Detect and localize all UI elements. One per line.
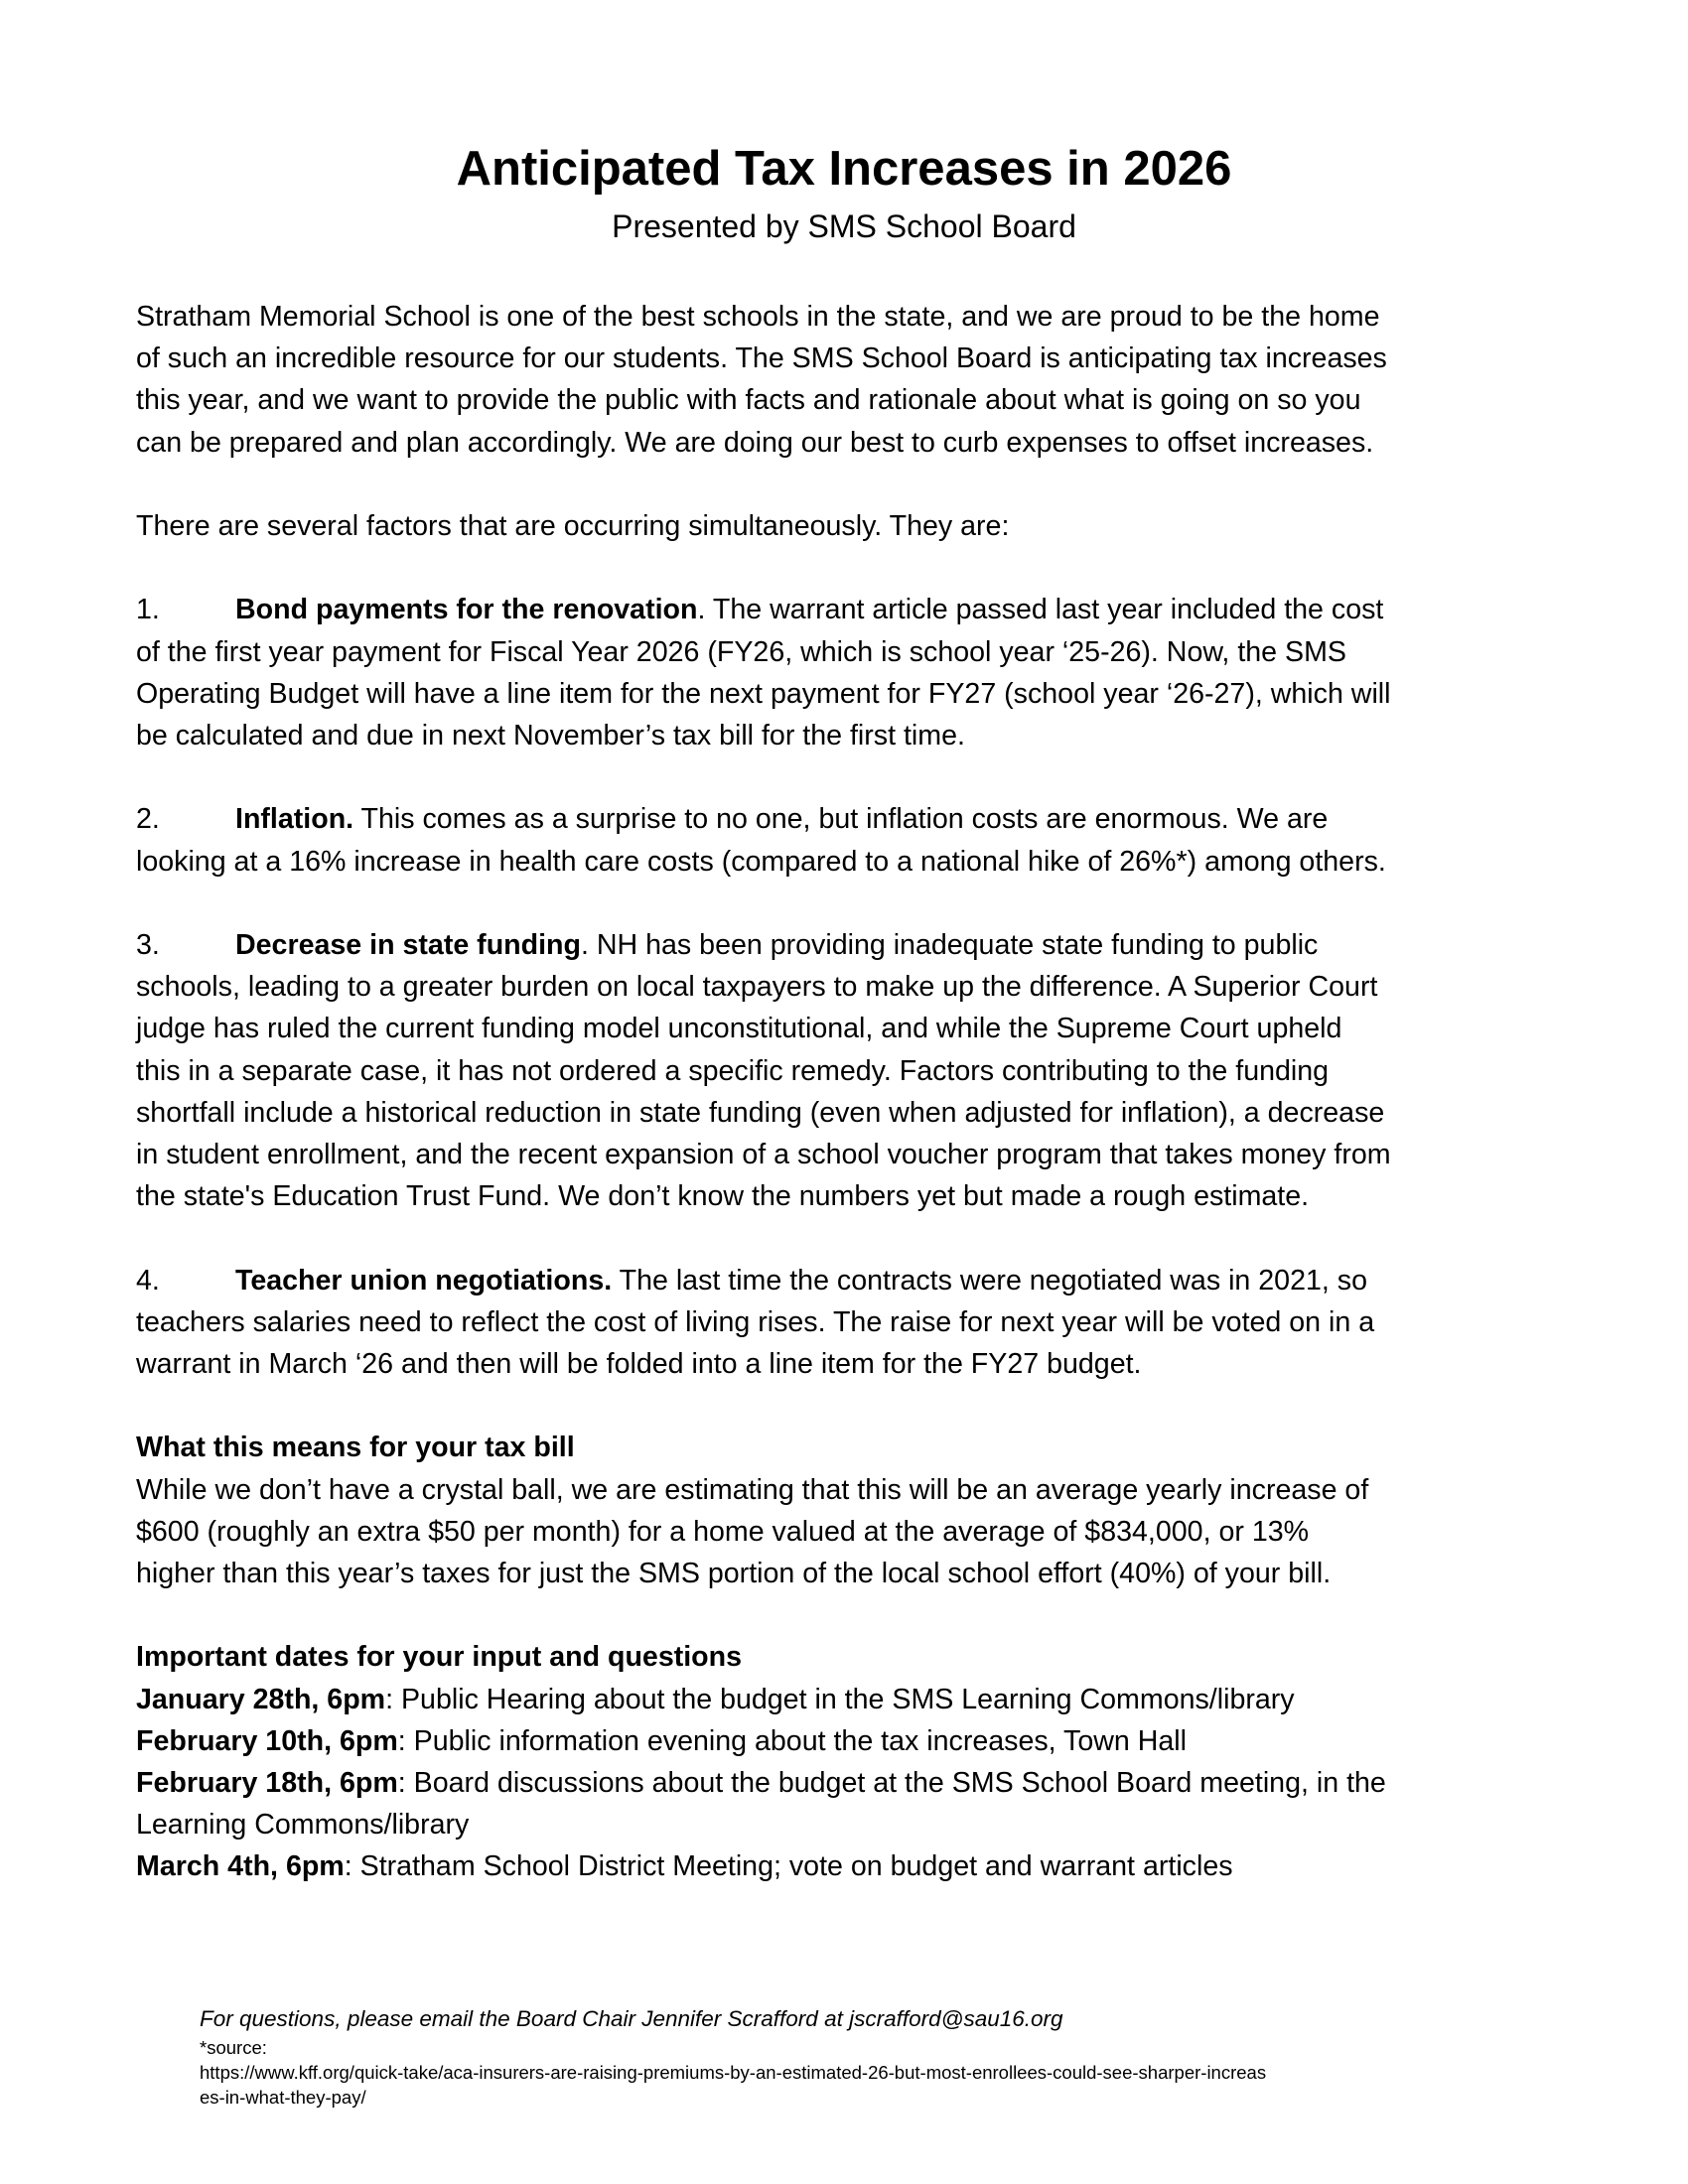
factor-line: shortfall include a historical reduction in state funding (even when adjusted for inflation), a decrease (136, 1096, 1385, 1129)
factor-heading: Teacher union negotiations. (235, 1264, 613, 1297)
tax-bill-section (136, 1427, 1566, 1594)
factors-intro: There are several factors that are occurring simultaneously. They are: (136, 510, 1010, 542)
factor-line: this in a separate case, it has not ordered a specific remedy. Factors contributing to the funding (136, 1054, 1330, 1087)
date-item-continuation: Learning Commons/library (136, 1809, 470, 1842)
factor-text: . NH has been providing inadequate state funding to public (580, 928, 1319, 961)
page-title: Anticipated Tax Increases in 2026 (456, 142, 1232, 196)
factor-line: judge has ruled the current funding model unconstitutional, and while the Supreme Court upheld (136, 1013, 1342, 1045)
factor-item (136, 924, 1566, 1217)
factor-heading: Inflation. (235, 803, 354, 836)
factor-line: schools, leading to a greater burden on local taxpayers to make up the difference. A Superior Court (136, 971, 1378, 1004)
factor-item (136, 589, 1566, 756)
factor-text: The last time the contracts were negotiated was in 2021, so (612, 1264, 1367, 1297)
intro-paragraph (136, 296, 1566, 464)
tax-bill-line: While we don’t have a crystal ball, we are estimating that this will be an average yearly increase of (136, 1473, 1369, 1506)
date-when: February 18th, 6pm (136, 1767, 398, 1799)
factor-line: warrant in March ‘26 and then will be folded into a line item for the FY27 budget. (136, 1348, 1142, 1380)
tax-bill-line: higher than this year’s taxes for just the SMS portion of the local school effort (40%) of your bill. (136, 1558, 1332, 1589)
factor-heading: Bond payments for the renovation (235, 594, 698, 626)
factor-line: looking at a 16% increase in health care costs (compared to a national hike of 26%*) among others. (136, 845, 1386, 878)
date-when: January 28th, 6pm (136, 1683, 386, 1715)
intro-line: can be prepared and plan accordingly. We are doing our best to curb expenses to offset increases. (136, 426, 1374, 459)
date-item (136, 1720, 1566, 1762)
intro-line: of such an incredible resource for our students. The SMS School Board is anticipating tax increases (136, 342, 1387, 375)
source-url-line: https://www.kff.org/quick-take/aca-insurers-are-raising-premiums-by-an-estimated-26-but-most-enrollees-could-see-sharper-increas (200, 2062, 1267, 2083)
section-heading: Important dates for your input and questions (136, 1641, 743, 1674)
date-when: February 10th, 6pm (136, 1724, 398, 1757)
factor-number: 1. (136, 594, 160, 626)
date-item (136, 1845, 1566, 1887)
factor-line: the state's Education Trust Fund. We don’t know the numbers yet but made a rough estimate. (136, 1180, 1310, 1213)
date-what: : Stratham School District Meeting; vote on budget and warrant articles (344, 1850, 1233, 1883)
factor-item (136, 798, 1566, 882)
factor-heading: Decrease in state funding (235, 928, 581, 961)
intro-line: this year, and we want to provide the public with facts and rationale about what is going on so you (136, 384, 1361, 417)
factor-line: in student enrollment, and the recent expansion of a school voucher program that takes money from (136, 1139, 1391, 1170)
contact-note: For questions, please email the Board Chair Jennifer Scrafford at jscrafford@sau16.org (200, 2006, 1063, 2031)
document-body (136, 296, 1566, 1888)
factor-item (136, 1260, 1566, 1386)
date-what: : Public information evening about the tax increases, Town Hall (397, 1724, 1187, 1757)
factor-line: teachers salaries need to reflect the cost of living rises. The raise for next year will be voted on in a (136, 1305, 1375, 1338)
date-what: : Public Hearing about the budget in the SMS Learning Commons/library (385, 1683, 1295, 1715)
factor-text: This comes as a surprise to no one, but inflation costs are enormous. We are (353, 803, 1329, 836)
factor-number: 4. (136, 1264, 160, 1297)
intro-line: Stratham Memorial School is one of the best schools in the state, and we are proud to be the home (136, 301, 1380, 333)
section-heading: What this means for your tax bill (136, 1432, 575, 1464)
footer (200, 2005, 1490, 2110)
date-item (136, 1679, 1566, 1720)
date-what: : Board discussions about the budget at the SMS School Board meeting, in the (397, 1767, 1386, 1799)
dates-section (136, 1636, 1566, 1887)
factor-number: 3. (136, 928, 160, 961)
page-subtitle: Presented by SMS School Board (612, 208, 1076, 244)
date-when: March 4th, 6pm (136, 1850, 345, 1883)
date-item (136, 1762, 1566, 1804)
factor-number: 2. (136, 803, 160, 836)
source-label: *source: (200, 2037, 267, 2058)
factor-line: of the first year payment for Fiscal Year 2026 (FY26, which is school year ‘25-26). Now, the SMS (136, 635, 1346, 668)
factor-line: be calculated and due in next November’s tax bill for the first time. (136, 720, 965, 751)
tax-bill-line: $600 (roughly an extra $50 per month) for a home valued at the average of $834,000, or 13% (136, 1515, 1310, 1548)
factor-text: . The warrant article passed last year included the cost (697, 594, 1384, 626)
factor-line: Operating Budget will have a line item for the next payment for FY27 (school year ‘26-27), which will (136, 677, 1391, 710)
source-url-line: es-in-what-they-pay/ (200, 2087, 366, 2108)
